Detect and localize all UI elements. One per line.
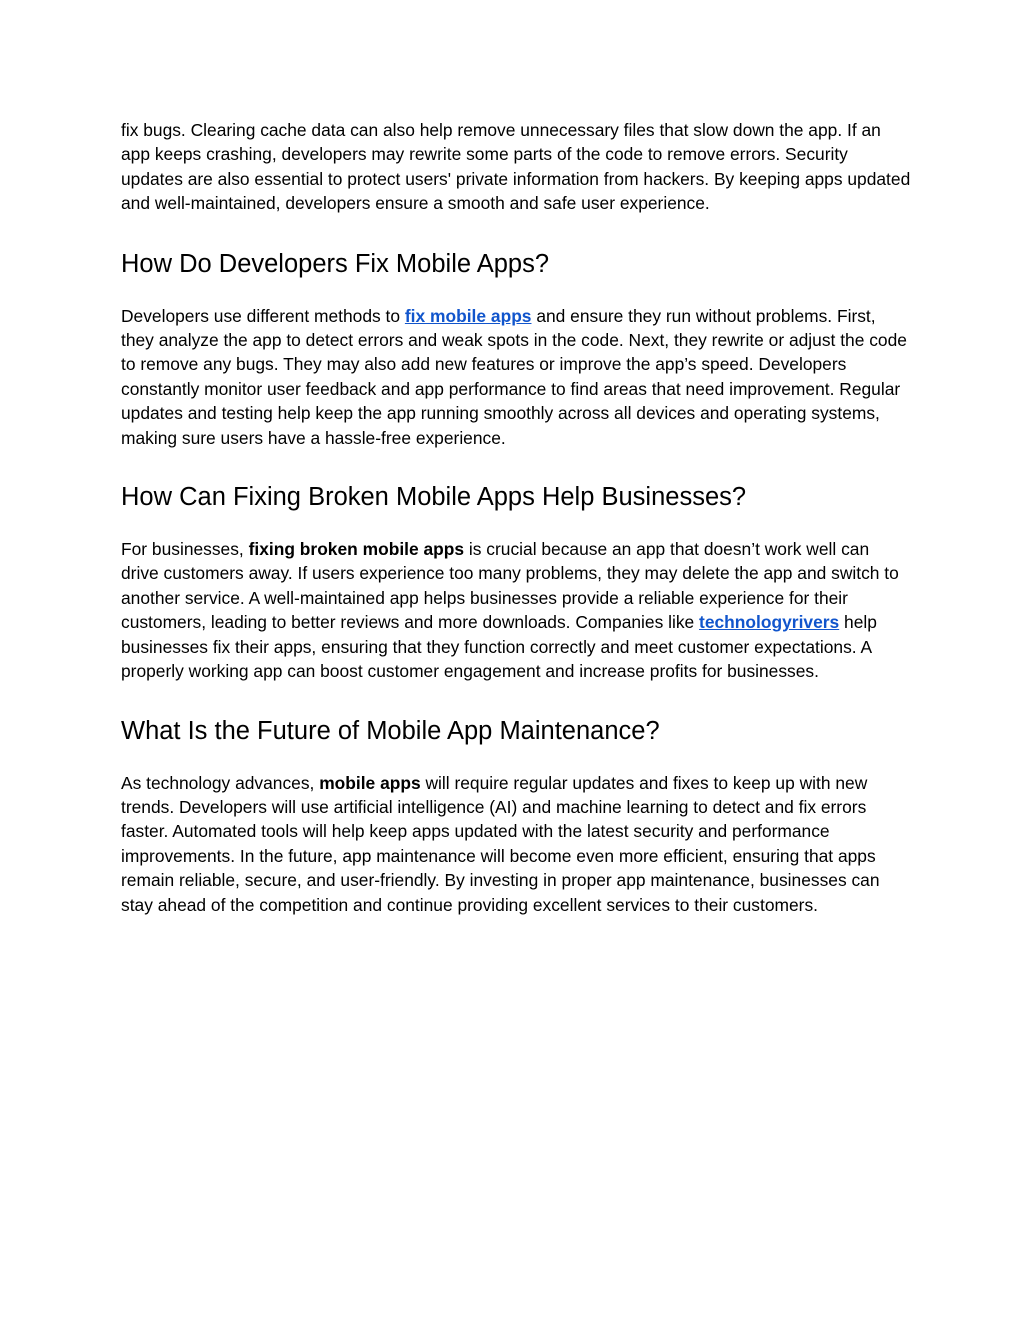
- bold-phrase: mobile apps: [319, 772, 421, 793]
- section-paragraph-future: [121, 771, 911, 917]
- document-page: [121, 118, 911, 917]
- paragraph-text: help businesses fix their apps, ensuring that they function correctly and meet customer expectations. A properly working app can boost customer engagement and increase profits for businesses.: [121, 612, 877, 682]
- intro-paragraph: [121, 118, 911, 216]
- paragraph-text: For businesses,: [121, 539, 249, 560]
- paragraph-text: and ensure they run without problems. First, they analyze the app to detect errors and weak spots in the code. Next, they rewrite or adjust the code to remove any bugs. They may also add new features or improve the app’s speed. Developers constantly monitor user feedback and app performance to find areas that need improvement. Regular updates and testing help keep the app running smoothly across all devices and operating systems, making sure users have a hassle-free experience.: [121, 305, 907, 448]
- section-heading-fix-apps: How Do Developers Fix Mobile Apps?: [121, 249, 550, 278]
- technologyrivers-link[interactable]: technologyrivers: [699, 612, 840, 633]
- section-heading-future: What Is the Future of Mobile App Maintenance?: [121, 716, 660, 745]
- paragraph-text: is crucial because an app that doesn’t work well can drive customers away. If users experience too many problems, they may delete the app and switch to another service. A well-maintained app helps businesses provide a reliable experience for their customers, leading to better reviews and more downloads. Companies like: [121, 539, 899, 633]
- fix-mobile-apps-link[interactable]: fix mobile apps: [404, 305, 532, 326]
- section-paragraph-businesses: [121, 537, 911, 683]
- paragraph-text: will require regular updates and fixes to keep up with new trends. Developers will use artificial intelligence (AI) and machine learning to detect and fix errors faster. Automated tools will help keep apps updated with the latest security and performance improvements. In the future, app maintenance will become even more efficient, ensuring that apps remain reliable, secure, and user-friendly. By investing in proper app maintenance, businesses can stay ahead of the competition and continue providing excellent services to their customers.: [121, 772, 880, 915]
- section-paragraph-fix-apps: [121, 304, 911, 450]
- paragraph-text: Developers use different methods to: [121, 305, 405, 326]
- section-heading-businesses: How Can Fixing Broken Mobile Apps Help Businesses?: [121, 483, 747, 512]
- intro-text: fix bugs. Clearing cache data can also help remove unnecessary files that slow down the app. If an app keeps crashing, developers may rewrite some parts of the code to remove errors. Security updates are also essential to protect users' private information from hackers. By keeping apps updated and well-maintained, developers ensure a smooth and safe user experience.: [121, 120, 911, 214]
- bold-phrase: fixing broken mobile apps: [248, 539, 465, 560]
- paragraph-text: As technology advances,: [121, 772, 320, 793]
